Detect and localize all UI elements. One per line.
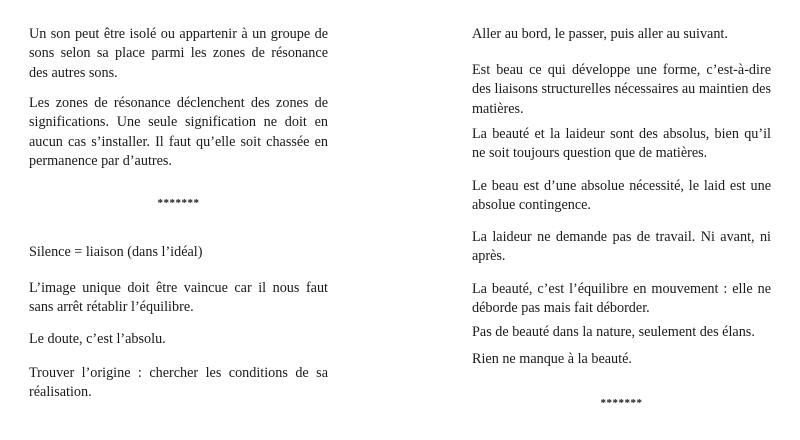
paragraph: Rien ne manque à la beauté.: [472, 351, 632, 367]
paragraph: Aller au bord, le passer, puis aller au suivant.: [472, 26, 728, 42]
paragraph: La laideur ne demande pas de travail. Ni avant, ni après.: [472, 229, 771, 265]
paragraph: Un son peut être isolé ou appartenir à un groupe de sons selon sa place parmi les zones de résonance des autres sons.: [29, 26, 328, 81]
paragraph: Les zones de résonance déclenchent des zones de significations. Une seule signification ne doit en aucun cas s’installer. Il faut qu’elle soit chassée en permanence par d’autres.: [29, 95, 328, 169]
left-page: [29, 0, 328, 440]
paragraph: Est beau ce qui développe une forme, c’est-à-dire des liaisons structurelles nécessaires au maintien des matières.: [472, 62, 771, 117]
paragraph: Le doute, c’est l’absolu.: [29, 331, 166, 347]
section-separator: *******: [600, 397, 643, 409]
paragraph: Silence = liaison (dans l’idéal): [29, 244, 203, 260]
paragraph: La beauté et la laideur sont des absolus, bien qu’il ne soit toujours question que de matières.: [472, 126, 771, 162]
right-page: [472, 0, 771, 440]
paragraph: L’image unique doit être vaincue car il nous faut sans arrêt rétablir l’équilibre.: [29, 280, 328, 316]
paragraph: Le beau est d’une absolue nécessité, le laid est une absolue contingence.: [472, 178, 771, 214]
paragraph: Pas de beauté dans la nature, seulement des élans.: [472, 324, 755, 340]
section-separator: *******: [157, 197, 200, 209]
paragraph: Trouver l’origine : chercher les conditions de sa réalisation.: [29, 365, 328, 401]
paragraph: La beauté, c’est l’équilibre en mouvement : elle ne déborde pas mais fait déborder.: [472, 281, 771, 317]
